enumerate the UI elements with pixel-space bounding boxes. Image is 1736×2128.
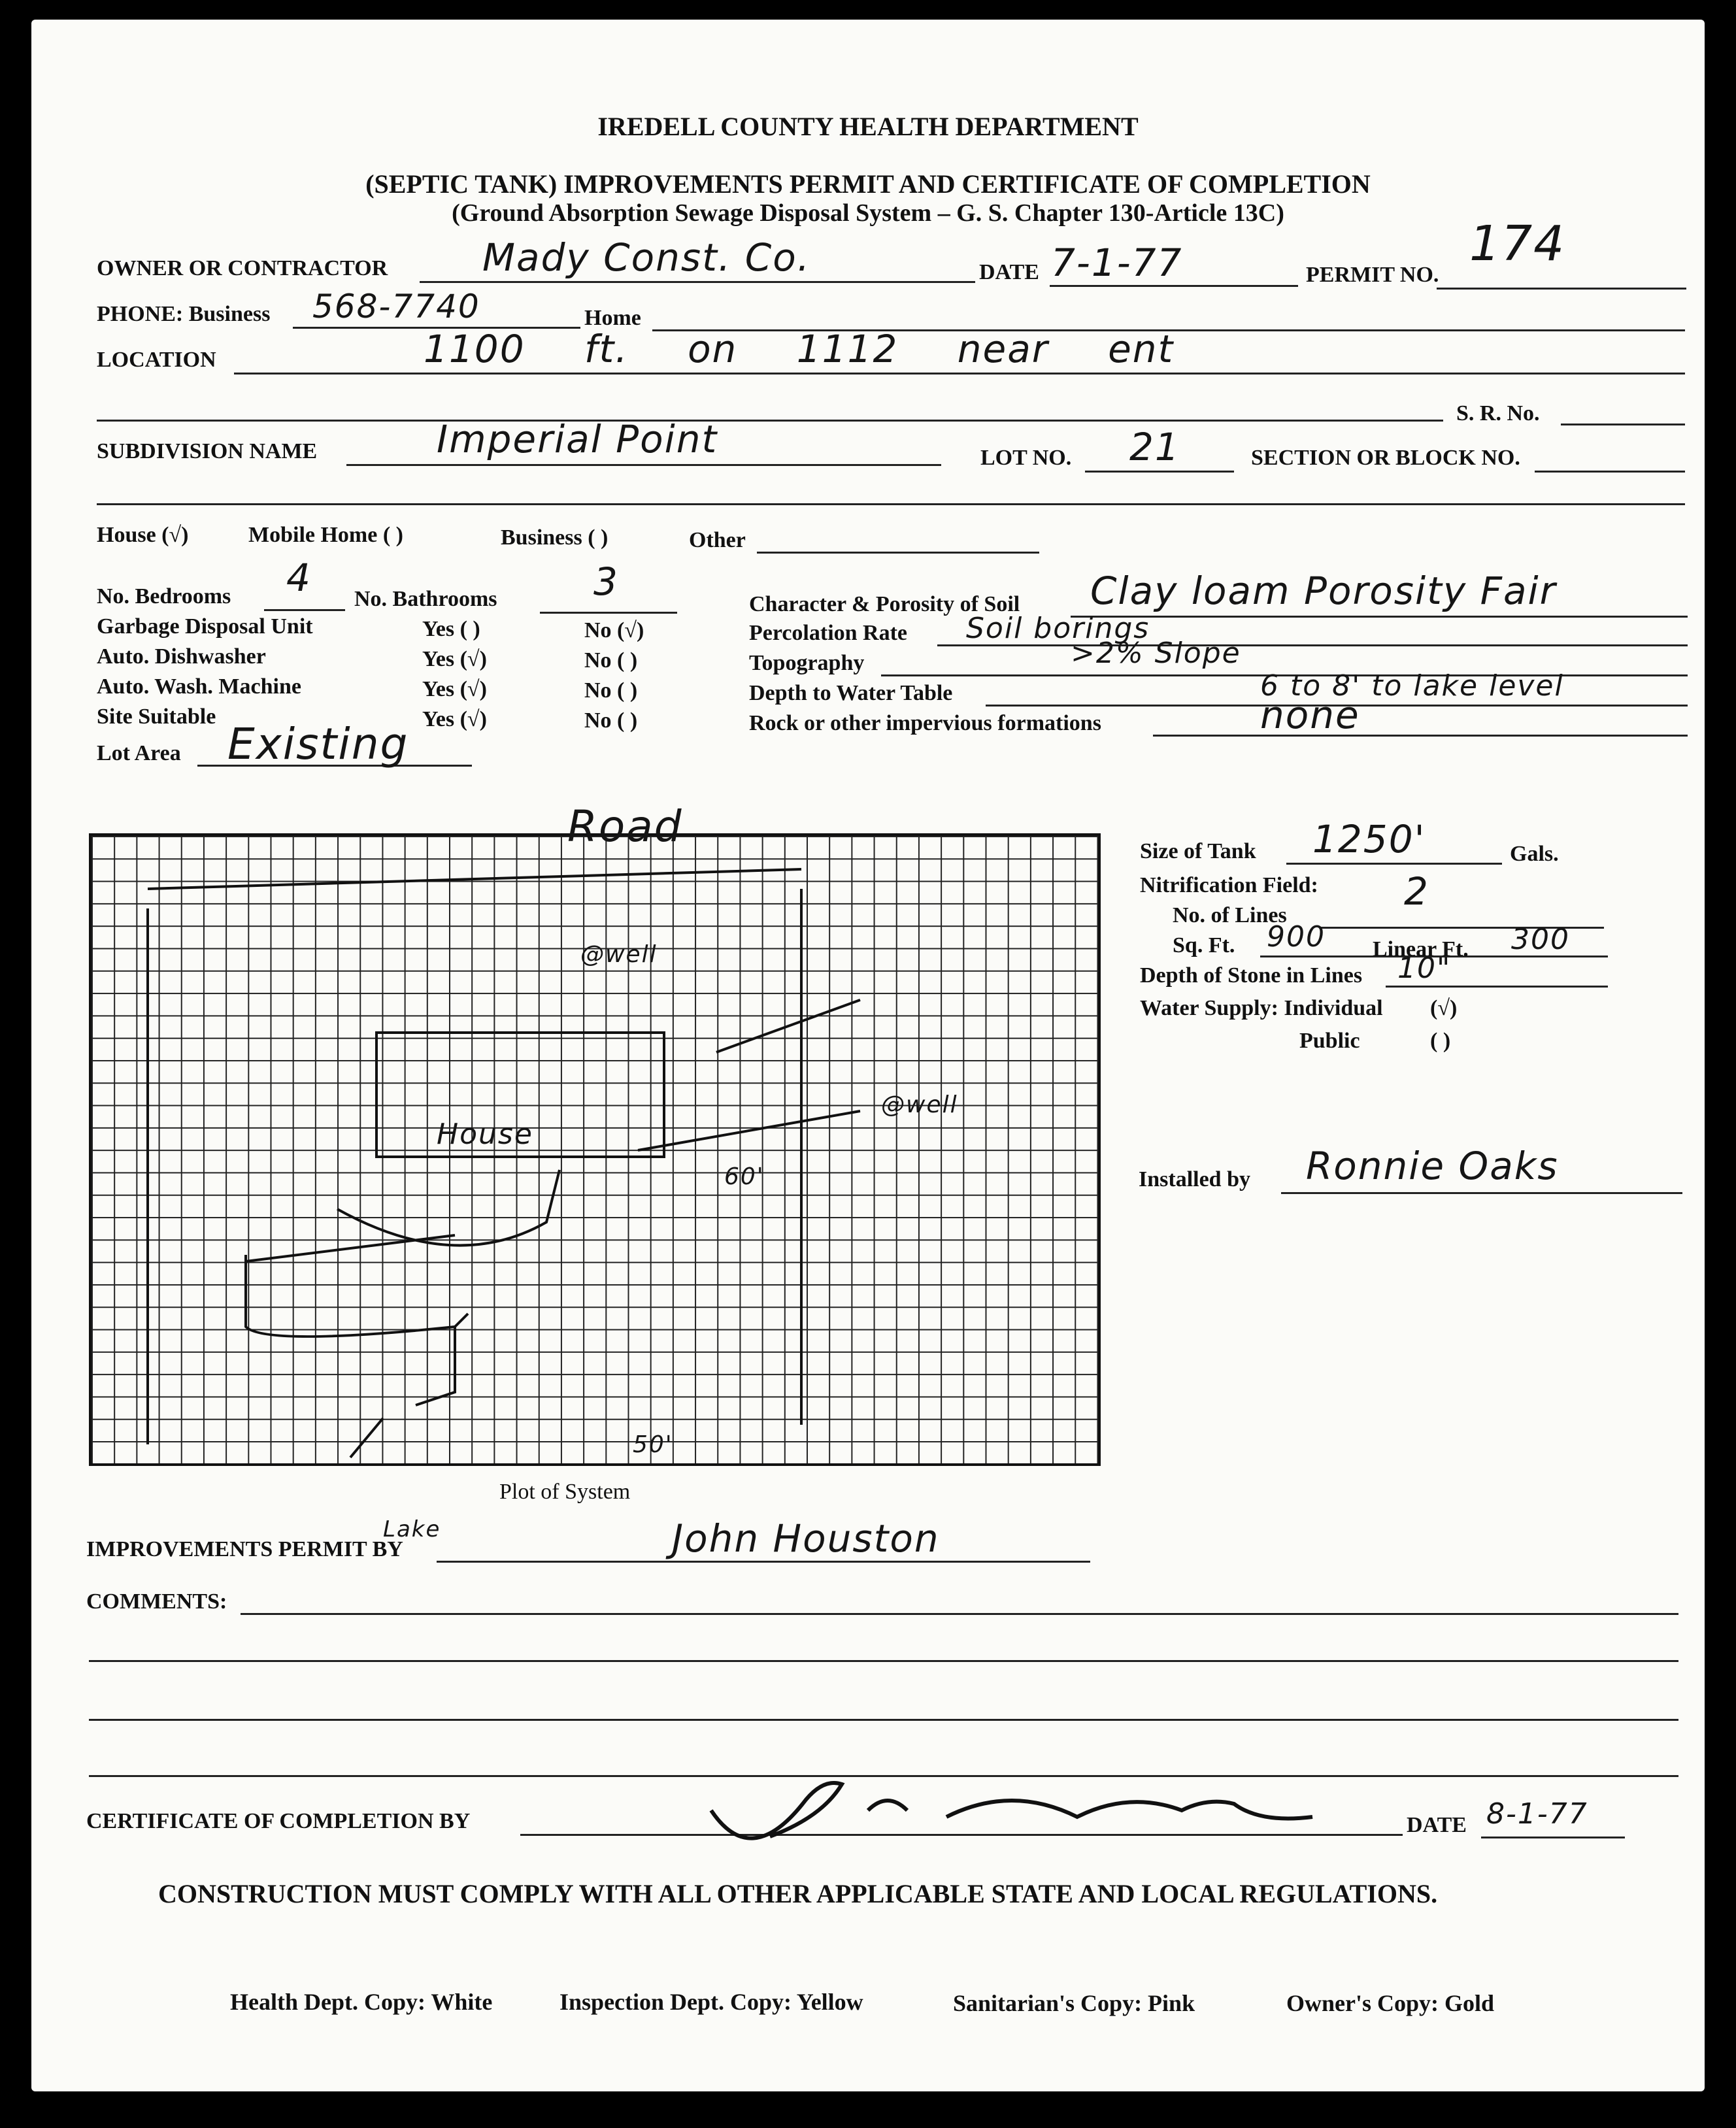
plot-sketch xyxy=(89,804,1109,1464)
plot-road-label: Road xyxy=(567,801,683,852)
compliance-notice: CONSTRUCTION MUST COMPLY WITH ALL OTHER APPLICABLE STATE AND LOCAL REGULATIONS. xyxy=(158,1879,1438,1908)
certificate-label: CERTIFICATE OF COMPLETION BY xyxy=(86,1809,471,1833)
sr-label: S. R. No. xyxy=(1456,401,1540,425)
section-label: SECTION OR BLOCK NO. xyxy=(1251,446,1520,470)
sqft-label: Sq. Ft. xyxy=(1173,933,1235,957)
improvements-label: IMPROVEMENTS PERMIT BY xyxy=(86,1537,403,1561)
phone-business: 568-7740 xyxy=(312,288,480,325)
bedrooms-value: 4 xyxy=(286,556,312,600)
stone-depth-label: Depth of Stone in Lines xyxy=(1140,963,1363,988)
location-value: 1100 ft. on 1112 near ent xyxy=(424,327,1175,371)
certificate-date-label: DATE xyxy=(1407,1813,1467,1837)
permit-form xyxy=(31,20,1705,2091)
lot-label: LOT NO. xyxy=(980,446,1072,470)
lot-area-value: Existing xyxy=(227,719,409,769)
soil-character-value: Clay loam Porosity Fair xyxy=(1090,569,1557,613)
linear-label: Linear Ft. xyxy=(1373,937,1469,961)
topography-value: >2% Slope xyxy=(1071,637,1241,670)
tank-size-label: Size of Tank xyxy=(1140,839,1256,863)
sqft-value: 900 xyxy=(1267,920,1326,954)
copy-inspection: Inspection Dept. Copy: Yellow xyxy=(559,1989,863,2015)
water-supply-public: ( ) xyxy=(1430,1029,1451,1053)
garbage-yes: Yes ( ) xyxy=(422,617,480,641)
plot-lake-label: Lake xyxy=(383,1516,441,1542)
site-suitable-label: Site Suitable xyxy=(97,705,216,729)
lines-label: No. of Lines xyxy=(1173,903,1287,927)
water-table-value: 6 to 8' to lake level xyxy=(1260,669,1564,703)
perc-value: Soil borings xyxy=(966,612,1150,645)
plot-house-label: House xyxy=(437,1118,533,1151)
comments-label: COMMENTS: xyxy=(86,1589,227,1614)
copy-health: Health Dept. Copy: White xyxy=(230,1989,493,2015)
washer-yes: Yes (√) xyxy=(422,677,487,701)
site-suitable-yes: Yes (√) xyxy=(422,707,487,731)
lot-area-label: Lot Area xyxy=(97,741,181,765)
soil-character-label: Character & Porosity of Soil xyxy=(749,592,1020,616)
type-other: Other xyxy=(689,528,746,552)
rock-value: none xyxy=(1260,693,1360,737)
owner-label: OWNER OR CONTRACTOR xyxy=(97,256,388,280)
water-supply-public-label: Public xyxy=(1299,1029,1360,1053)
stone-depth-value: 10" xyxy=(1397,952,1452,985)
bathrooms-value: 3 xyxy=(593,559,619,604)
subdivision-value: Imperial Point xyxy=(437,417,718,461)
dishwasher-label: Auto. Dishwasher xyxy=(97,644,266,669)
bathrooms-label: No. Bathrooms xyxy=(354,587,497,611)
type-business: Business ( ) xyxy=(501,525,609,550)
lot-value: 21 xyxy=(1129,425,1180,469)
tank-size-value: 1250' xyxy=(1312,817,1426,861)
dishwasher-no: No ( ) xyxy=(584,648,638,673)
perc-label: Percolation Rate xyxy=(749,621,908,645)
completion-signature xyxy=(672,1765,1391,1863)
permit-value: 174 xyxy=(1469,216,1566,272)
certificate-date-value: 8-1-77 xyxy=(1486,1797,1588,1831)
lines-value: 2 xyxy=(1404,869,1429,914)
date-value: 7-1-77 xyxy=(1051,241,1183,285)
copy-sanitarian: Sanitarian's Copy: Pink xyxy=(953,1990,1195,2016)
washer-no: No ( ) xyxy=(584,678,638,703)
plot-distance-1: 60' xyxy=(724,1163,765,1190)
plot-well-note-1: @well xyxy=(580,941,658,968)
plot-caption: Plot of System xyxy=(499,1480,631,1504)
form-title: (SEPTIC TANK) IMPROVEMENTS PERMIT AND CERTIFICATE OF COMPLETION xyxy=(365,169,1371,199)
garbage-no: No (√) xyxy=(584,618,644,642)
permit-label: PERMIT NO. xyxy=(1306,263,1439,287)
rock-label: Rock or other impervious formations xyxy=(749,711,1101,735)
tank-gals-label: Gals. xyxy=(1510,842,1559,866)
installed-by-label: Installed by xyxy=(1139,1167,1250,1191)
bedrooms-label: No. Bedrooms xyxy=(97,584,231,608)
department-heading: IREDELL COUNTY HEALTH DEPARTMENT xyxy=(597,112,1139,141)
location-label: LOCATION xyxy=(97,348,216,372)
water-supply-individual: (√) xyxy=(1430,996,1458,1020)
phone-label: PHONE: Business xyxy=(97,302,271,326)
improvements-value: John Houston xyxy=(672,1516,940,1561)
type-mobile-home: Mobile Home ( ) xyxy=(248,523,403,547)
plot-distance-2: 50' xyxy=(633,1431,673,1458)
owner-value: Mady Const. Co. xyxy=(482,235,811,280)
water-supply-label: Water Supply: Individual xyxy=(1140,996,1383,1020)
type-house: House (√) xyxy=(97,523,189,547)
dishwasher-yes: Yes (√) xyxy=(422,647,487,671)
form-subtitle: (Ground Absorption Sewage Disposal System – G. S. Chapter 130-Article 13C) xyxy=(452,199,1284,227)
site-suitable-no: No ( ) xyxy=(584,708,638,733)
water-table-label: Depth to Water Table xyxy=(749,681,953,705)
linear-value: 300 xyxy=(1511,923,1570,956)
copy-owner: Owner's Copy: Gold xyxy=(1286,1990,1495,2016)
installed-by-value: Ronnie Oaks xyxy=(1306,1144,1559,1188)
washer-label: Auto. Wash. Machine xyxy=(97,674,301,699)
garbage-label: Garbage Disposal Unit xyxy=(97,614,313,639)
plot-well-note-2: @well xyxy=(881,1091,958,1118)
topography-label: Topography xyxy=(749,651,865,675)
nitrification-label: Nitrification Field: xyxy=(1140,873,1318,897)
date-label: DATE xyxy=(979,260,1039,284)
phone-home-label: Home xyxy=(584,306,641,330)
subdivision-label: SUBDIVISION NAME xyxy=(97,439,318,463)
